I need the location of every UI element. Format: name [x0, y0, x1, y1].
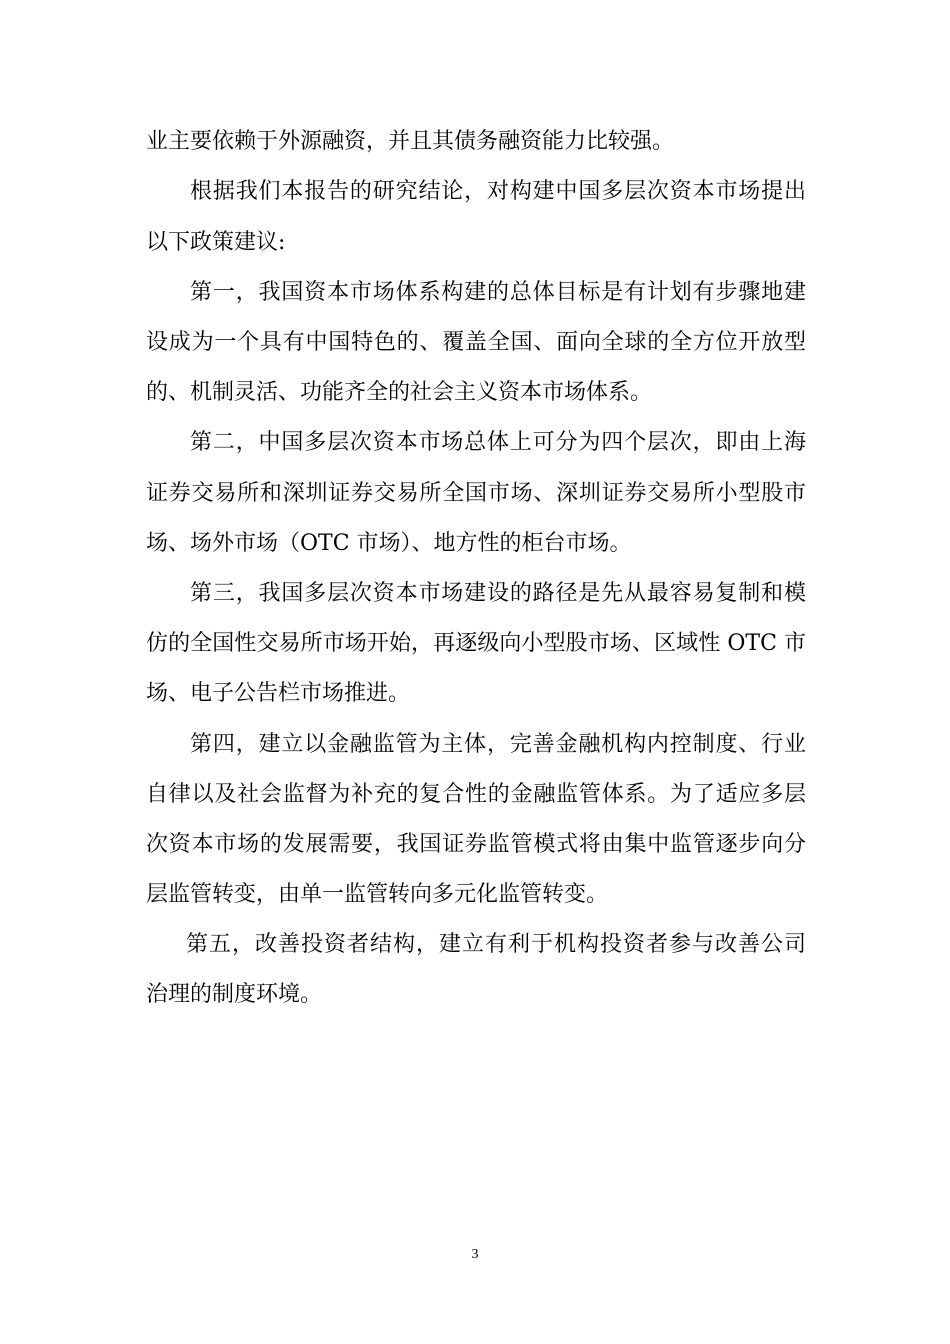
paragraph-line-point-4: 第四，建立以金融监管为主体，完善金融机构内控制度、行业 — [190, 732, 806, 757]
paragraph-line-point-5: 治理的制度环境。 — [146, 982, 323, 1007]
paragraph-line-point-1: 设成为一个具有中国特色的、覆盖全国、面向全球的全方位开放型 — [146, 330, 806, 355]
paragraph-line-point-4: 次资本市场的发展需要，我国证券监管模式将由集中监管逐步向分 — [146, 832, 806, 857]
paragraph-line-point-3: 场、电子公告栏市场推进。 — [146, 681, 411, 706]
paragraph-line-point-3: 第三，我国多层次资本市场建设的路径是先从最容易复制和模 — [190, 581, 806, 606]
paragraph-line-point-3: 仿的全国性交易所市场开始，再逐级向小型股市场、区域性 OTC 市 — [146, 631, 806, 656]
paragraph-line-point-5: 第五，改善投资者结构，建立有利于机构投资者参与改善公司 — [186, 932, 806, 957]
paragraph-line-point-2: 场、场外市场（OTC 市场）、地方性的柜台市场。 — [146, 531, 632, 556]
paragraph-line-point-2: 第二，中国多层次资本市场总体上可分为四个层次，即由上海 — [190, 430, 806, 455]
paragraph-line-point-2: 证券交易所和深圳证券交易所全国市场、深圳证券交易所小型股市 — [146, 481, 806, 506]
paragraph-line-intro: 以下政策建议: — [146, 230, 286, 255]
paragraph-line-point-4: 层监管转变，由单一监管转向多元化监管转变。 — [146, 882, 609, 907]
paragraph-line-continuation: 业主要依赖于外源融资，并且其债务融资能力比较强。 — [146, 129, 675, 154]
paragraph-line-point-1: 的、机制灵活、功能齐全的社会主义资本市场体系。 — [146, 380, 653, 405]
page-number: 3 — [471, 1247, 479, 1262]
paragraph-line-intro: 根据我们本报告的研究结论，对构建中国多层次资本市场提出 — [190, 179, 806, 204]
paragraph-line-point-4: 自律以及社会监督为补充的复合性的金融监管体系。为了适应多层 — [146, 782, 806, 807]
paragraph-line-point-1: 第一，我国资本市场体系构建的总体目标是有计划有步骤地建 — [190, 280, 806, 305]
